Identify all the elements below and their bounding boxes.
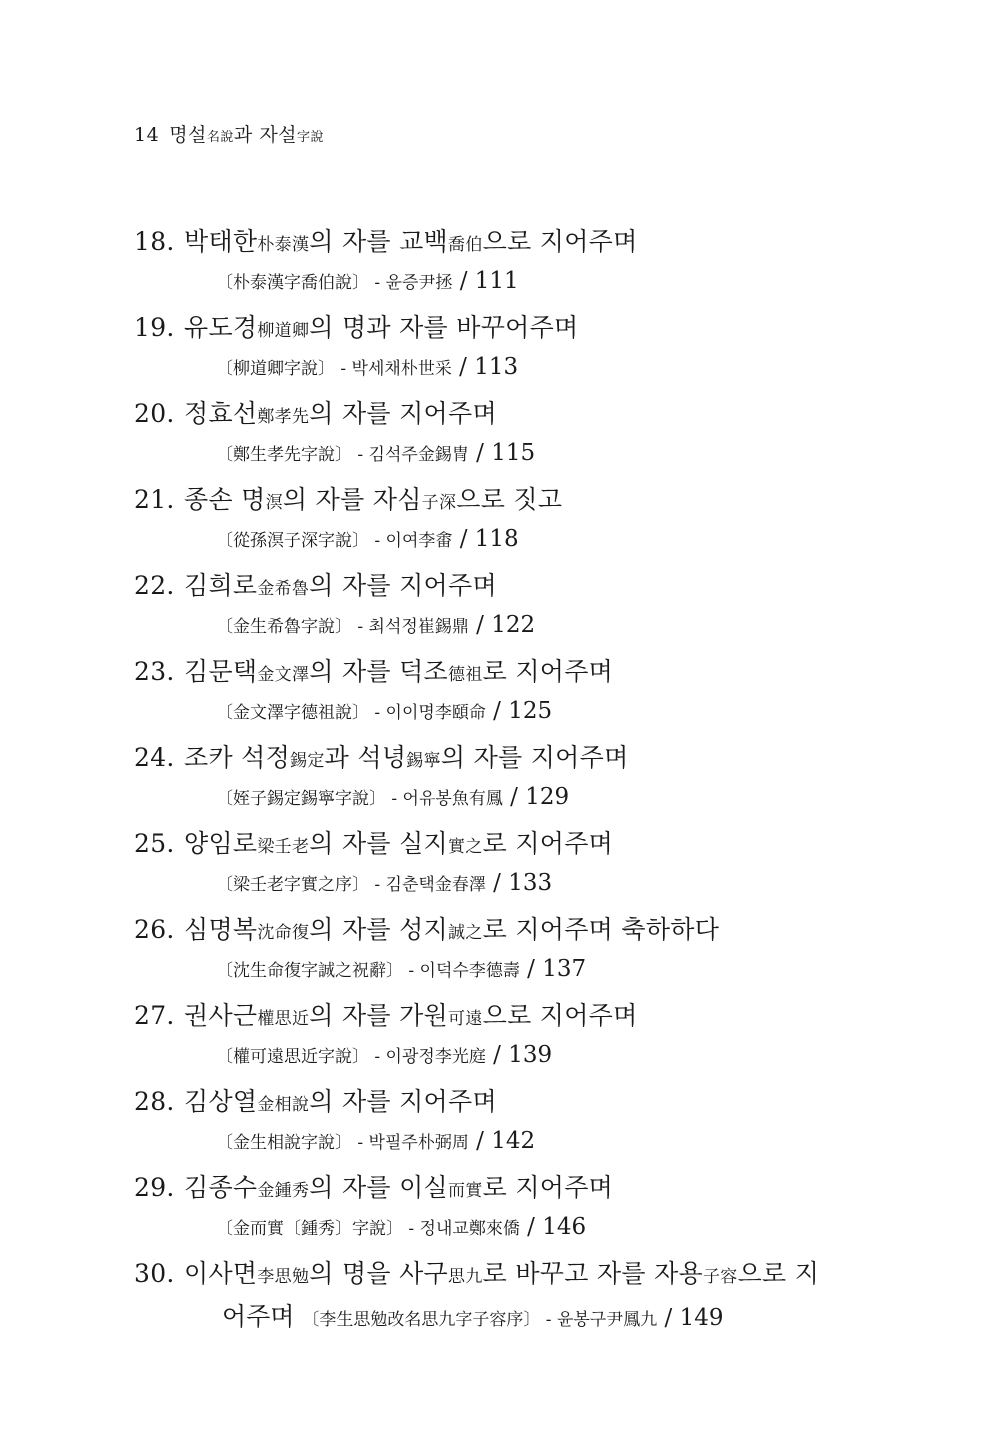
entry-title-hanja: 實之	[448, 837, 483, 857]
toc-entry	[134, 652, 874, 738]
entry-source: 〔金文澤字德祖說〕 - 이이명李頤命	[216, 703, 486, 723]
entry-number: 24.	[134, 743, 175, 772]
entry-title-text: 의 자를 교백	[309, 227, 449, 256]
entry-title	[134, 394, 874, 437]
entry-source-line	[216, 265, 874, 299]
entry-title-text: 김상열	[184, 1087, 258, 1116]
entry-page: / 125	[485, 698, 553, 724]
entry-title-hanja: 鄭孝先	[257, 407, 310, 427]
entry-title-text: 어주며	[222, 1302, 303, 1331]
entry-title-hanja: 可遠	[448, 1009, 483, 1029]
entry-title-text: 조카 석정	[184, 743, 291, 772]
entry-title-text: 박태한	[184, 227, 258, 256]
entry-title-text: 으로 짓고	[456, 485, 563, 514]
entry-source: 〔金生希魯字說〕 - 최석정崔錫鼎	[216, 617, 469, 637]
toc-entry	[134, 480, 874, 566]
entry-page: / 115	[468, 440, 536, 466]
entry-title-hanja: 錫寧	[406, 751, 441, 771]
entry-source: 〔從孫溟子深字說〕 - 이여李畬	[216, 531, 453, 551]
entry-title	[134, 824, 874, 867]
entry-title-continued	[222, 1297, 874, 1340]
entry-source-line	[216, 609, 874, 643]
entry-title	[134, 566, 874, 609]
entry-title	[134, 1082, 874, 1125]
toc-entry	[134, 910, 874, 996]
entry-title-text: 유도경	[184, 313, 258, 342]
entry-title-hanja: 而實	[448, 1181, 483, 1201]
entry-page: / 122	[468, 612, 536, 638]
running-head	[134, 120, 324, 147]
entry-source-line	[216, 695, 874, 729]
entry-title-text: 의 자를 가원	[309, 1001, 449, 1030]
entry-source-line	[216, 523, 874, 557]
entry-title-text: 으로 지	[737, 1259, 820, 1288]
entry-title-text: 의 자를 이실	[309, 1173, 449, 1202]
entry-title-text: 양임로	[184, 829, 258, 858]
entry-title-hanja: 德祖	[448, 665, 483, 685]
entry-number: 26.	[134, 915, 175, 944]
entry-title-text: 과 석녕	[324, 743, 407, 772]
entry-page: / 142	[468, 1128, 536, 1154]
entry-title-hanja: 子深	[421, 493, 457, 513]
entry-title-text: 의 자를 덕조	[309, 657, 449, 686]
entry-title-hanja: 李思勉	[257, 1267, 310, 1287]
entry-number: 19.	[134, 313, 175, 342]
entry-title-text: 의 명과 자를 바꾸어주며	[309, 313, 579, 342]
entry-title-text: 김희로	[184, 571, 258, 600]
toc-entry	[134, 308, 874, 394]
entry-page: / 139	[485, 1042, 553, 1068]
entry-number: 25.	[134, 829, 175, 858]
toc-entry	[134, 1082, 874, 1168]
entry-title-text: 로 지어주며	[482, 657, 614, 686]
entry-page: / 113	[451, 354, 519, 380]
entry-title-hanja: 子容	[702, 1267, 738, 1287]
entry-title-hanja: 權思近	[257, 1009, 310, 1029]
entry-title-text: 정효선	[184, 399, 258, 428]
entry-source: 〔沈生命復字誠之祝辭〕 - 이덕수李德壽	[216, 961, 520, 981]
entry-page: / 133	[485, 870, 553, 896]
entry-title-text: 권사근	[184, 1001, 258, 1030]
entry-title-text: 로 지어주며	[482, 829, 614, 858]
entry-title-hanja: 沈命復	[257, 923, 310, 943]
entry-source: 〔金生相說字說〕 - 박필주朴弼周	[216, 1133, 469, 1153]
entry-source: 〔柳道卿字說〕 - 박세채朴世采	[216, 359, 452, 379]
entry-source-line	[216, 351, 874, 385]
entry-title	[134, 1254, 874, 1297]
entry-source-line	[216, 1039, 874, 1073]
toc-entry	[134, 222, 874, 308]
entry-title-text: 김문택	[184, 657, 258, 686]
entry-number: 28.	[134, 1087, 175, 1116]
entry-source-line	[216, 781, 874, 815]
entry-title-hanja: 金相說	[257, 1095, 310, 1115]
entry-title-text: 의 자를 지어주며	[309, 1087, 497, 1116]
entry-source: 〔姪子錫定錫寧字說〕 - 어유봉魚有鳳	[216, 789, 503, 809]
entry-number: 22.	[134, 571, 175, 600]
header-title-kr-2: 과 자설	[233, 124, 298, 146]
toc-entry	[134, 738, 874, 824]
entry-title-hanja: 溟	[265, 493, 283, 513]
entry-number: 29.	[134, 1173, 175, 1202]
header-title-han-1: 名說	[206, 130, 234, 145]
entry-source-line	[216, 437, 874, 471]
entry-title-text: 으로 지어주며	[482, 227, 638, 256]
entry-title-text: 의 명을 사구	[309, 1259, 449, 1288]
entry-title-hanja: 金鍾秀	[257, 1181, 310, 1201]
entry-number: 18.	[134, 227, 175, 256]
entry-number: 21.	[134, 485, 175, 514]
entry-title-hanja: 錫定	[290, 751, 325, 771]
header-title-han-2: 字說	[297, 130, 325, 145]
entry-title-text: 로 바꾸고 자를 자용	[482, 1259, 703, 1288]
entry-page: / 137	[519, 956, 587, 982]
entry-source-line	[216, 1125, 874, 1159]
entry-title-hanja: 思九	[448, 1267, 483, 1287]
entry-title-hanja: 金文澤	[257, 665, 310, 685]
entry-source: 〔金而實〔鍾秀〕字說〕 - 정내교鄭來僑	[216, 1219, 520, 1239]
entry-title-text: 로 지어주며 축하하다	[482, 915, 720, 944]
entry-title-text: 로 지어주며	[482, 1173, 614, 1202]
entry-title	[134, 480, 874, 523]
entry-title-text: 의 자를 실지	[309, 829, 449, 858]
entry-source: 〔權可遠思近字說〕 - 이광정李光庭	[216, 1047, 486, 1067]
entry-title	[134, 222, 874, 265]
entry-source-line	[216, 867, 874, 901]
entry-page: / 146	[519, 1214, 587, 1240]
entry-page: / 111	[452, 268, 519, 294]
entry-number: 20.	[134, 399, 175, 428]
entry-title-hanja: 喬伯	[448, 235, 483, 255]
entry-title	[134, 910, 874, 953]
table-of-contents	[134, 222, 874, 1340]
toc-entry	[134, 566, 874, 652]
entry-source-line	[216, 1211, 874, 1245]
entry-title-text: 심명복	[184, 915, 258, 944]
entry-title	[134, 996, 874, 1039]
entry-title	[134, 1168, 874, 1211]
entry-title-text: 이사면	[184, 1259, 258, 1288]
entry-title-hanja: 梁壬老	[257, 837, 310, 857]
entry-title-text: 의 자를 지어주며	[309, 399, 497, 428]
toc-entry	[134, 996, 874, 1082]
entry-title-hanja: 誠之	[448, 923, 483, 943]
entry-title	[134, 652, 874, 695]
entry-title-text: 으로 지어주며	[482, 1001, 638, 1030]
toc-entry	[134, 394, 874, 480]
entry-source: 〔李生思勉改名思九字子容序〕 - 윤봉구尹鳳九	[302, 1310, 658, 1330]
entry-title-text: 의 자를 지어주며	[309, 571, 497, 600]
entry-title	[134, 738, 874, 781]
entry-title-text: 종손 명	[184, 485, 266, 514]
entry-title-text: 의 자를 자심	[282, 485, 422, 514]
entry-source: 〔鄭生孝先字說〕 - 김석주金錫冑	[216, 445, 469, 465]
entry-title-hanja: 金希魯	[257, 579, 310, 599]
toc-entry	[134, 1168, 874, 1254]
entry-page: / 129	[502, 784, 570, 810]
entry-source: 〔梁壬老字實之序〕 - 김춘택金春澤	[216, 875, 486, 895]
entry-source: 〔朴泰漢字喬伯說〕 - 윤증尹拯	[216, 273, 453, 293]
entry-number: 30.	[134, 1259, 175, 1288]
header-title-kr-1: 명설	[169, 124, 207, 146]
toc-entry	[134, 824, 874, 910]
page-number: 14	[134, 124, 160, 146]
entry-title-text: 의 자를 지어주며	[440, 743, 629, 772]
entry-source-line	[216, 953, 874, 987]
entry-title-hanja: 柳道卿	[257, 321, 310, 341]
entry-title-text: 김종수	[184, 1173, 258, 1202]
entry-number: 27.	[134, 1001, 175, 1030]
entry-title-hanja: 朴泰漢	[257, 235, 310, 255]
toc-entry	[134, 1254, 874, 1340]
entry-page: / 118	[452, 526, 519, 552]
entry-title	[134, 308, 874, 351]
entry-number: 23.	[134, 657, 175, 686]
entry-title-text: 의 자를 성지	[309, 915, 449, 944]
entry-page: / 149	[657, 1305, 724, 1331]
